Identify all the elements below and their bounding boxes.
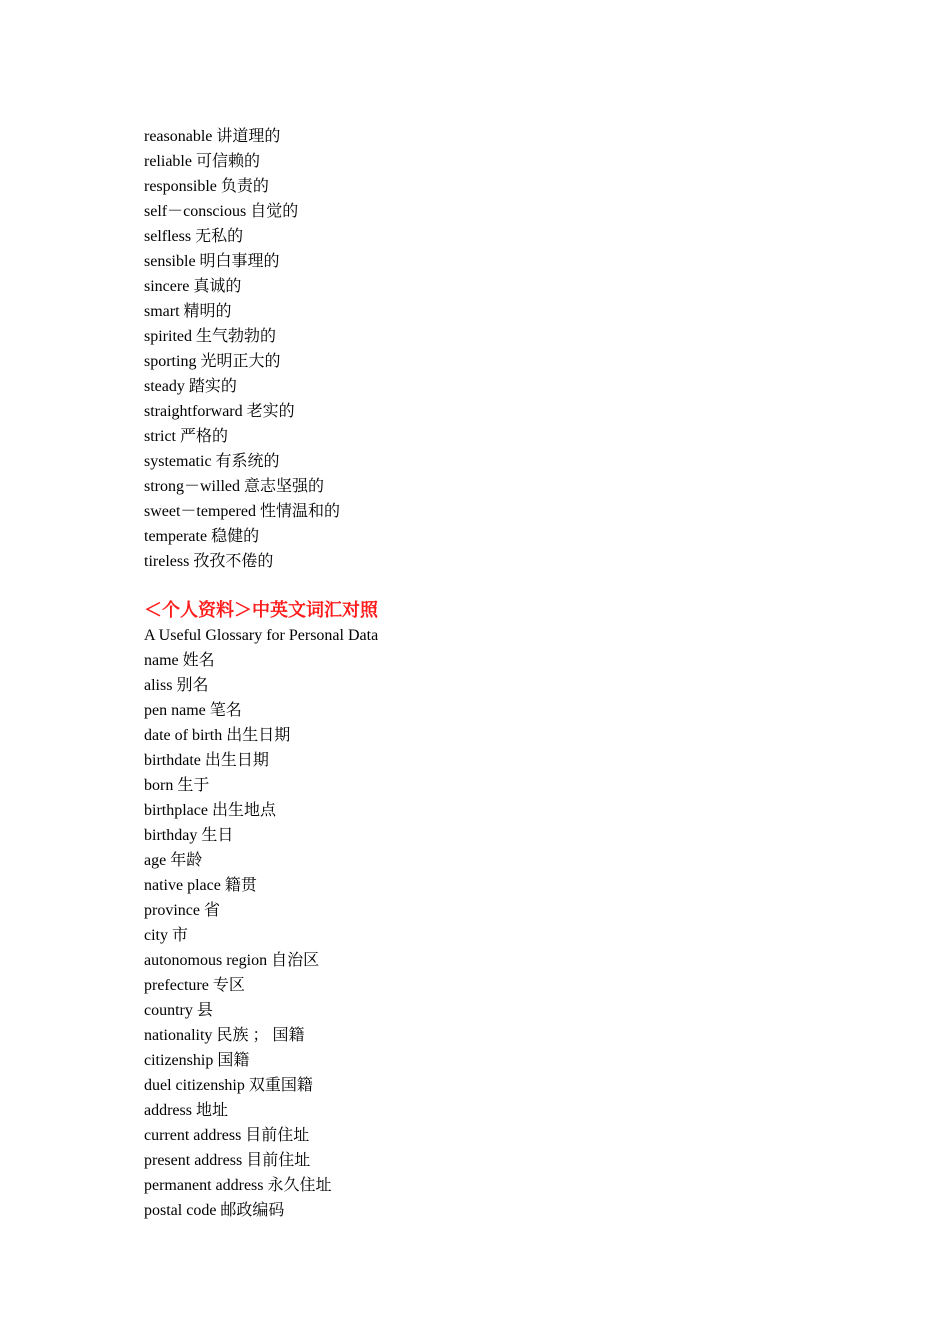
glossary-entry	[144, 1198, 844, 1223]
english-term: sweet－tempered	[144, 503, 256, 520]
chinese-term: 有系统的	[215, 453, 280, 470]
glossary-entry	[144, 524, 844, 549]
chinese-term: 生气勃勃的	[196, 328, 277, 345]
english-term: native place	[144, 877, 221, 894]
personality-adjectives-list	[144, 124, 844, 574]
glossary-entry	[144, 249, 844, 274]
glossary-entry	[144, 549, 844, 574]
glossary-entry	[144, 324, 844, 349]
glossary-entry	[144, 374, 844, 399]
glossary-entry	[144, 399, 844, 424]
english-term: city	[144, 927, 168, 944]
chinese-term: 严格的	[180, 428, 229, 445]
glossary-entry	[144, 823, 844, 848]
glossary-entry	[144, 898, 844, 923]
glossary-entry	[144, 349, 844, 374]
glossary-entry	[144, 224, 844, 249]
glossary-entry	[144, 923, 844, 948]
glossary-entry	[144, 499, 844, 524]
section-subtitle: A Useful Glossary for Personal Data	[144, 627, 379, 644]
english-term: birthdate	[144, 752, 201, 769]
english-term: current address	[144, 1127, 242, 1144]
glossary-entry	[144, 299, 844, 324]
chinese-term: 性情温和的	[259, 503, 340, 520]
glossary-entry	[144, 474, 844, 499]
chinese-term: 邮政编码	[220, 1202, 285, 1219]
glossary-entry	[144, 199, 844, 224]
english-term: country	[144, 1002, 193, 1019]
chinese-term: 地址	[195, 1102, 228, 1119]
english-term: responsible	[144, 178, 217, 195]
glossary-entry	[144, 124, 844, 149]
chinese-term: 双重国籍	[248, 1077, 313, 1094]
chinese-term: 踏实的	[188, 378, 237, 395]
glossary-entry	[144, 1148, 844, 1173]
english-term: age	[144, 852, 167, 869]
glossary-entry	[144, 798, 844, 823]
chinese-term: 真诚的	[193, 278, 242, 295]
english-term: self－conscious	[144, 203, 247, 220]
english-term: systematic	[144, 453, 212, 470]
chinese-term: 县	[196, 1002, 213, 1019]
glossary-entry	[144, 673, 844, 698]
english-term: permanent address	[144, 1177, 264, 1194]
glossary-entry	[144, 1023, 844, 1048]
english-term: tireless	[144, 553, 190, 570]
glossary-entry	[144, 723, 844, 748]
english-term: sporting	[144, 353, 197, 370]
glossary-entry	[144, 274, 844, 299]
chinese-term: 出生地点	[211, 802, 276, 819]
chinese-term: 民族 ； 国籍	[216, 1027, 305, 1044]
chinese-term: 姓名	[182, 652, 215, 669]
chinese-term: 市	[172, 927, 189, 944]
glossary-entry	[144, 748, 844, 773]
section-gap	[144, 574, 844, 598]
english-term: aliss	[144, 677, 173, 694]
glossary-entry	[144, 424, 844, 449]
chinese-term: 目前住址	[245, 1127, 310, 1144]
chinese-term: 出生日期	[204, 752, 269, 769]
chinese-term: 生于	[177, 777, 210, 794]
english-term: birthplace	[144, 802, 208, 819]
english-term: province	[144, 902, 200, 919]
chinese-term: 永久住址	[267, 1177, 332, 1194]
english-term: spirited	[144, 328, 192, 345]
chinese-term: 稳健的	[211, 528, 260, 545]
chinese-term: 光明正大的	[200, 353, 281, 370]
glossary-entry	[144, 1098, 844, 1123]
glossary-entry	[144, 973, 844, 998]
english-term: sensible	[144, 253, 196, 270]
chinese-term: 讲道理的	[216, 128, 281, 145]
english-term: strong－willed	[144, 478, 240, 495]
chinese-term: 自觉的	[250, 203, 299, 220]
english-term: nationality	[144, 1027, 213, 1044]
glossary-entry	[144, 1048, 844, 1073]
document-page	[144, 124, 844, 1223]
glossary-entry	[144, 773, 844, 798]
glossary-entry	[144, 149, 844, 174]
english-term: steady	[144, 378, 185, 395]
glossary-entry	[144, 174, 844, 199]
chinese-term: 笔名	[209, 702, 242, 719]
english-term: pen name	[144, 702, 206, 719]
chinese-term: 负责的	[220, 178, 269, 195]
glossary-entry	[144, 873, 844, 898]
glossary-entry	[144, 948, 844, 973]
chinese-term: 出生日期	[226, 727, 291, 744]
section-title: ＜个人资料＞中英文词汇对照	[144, 600, 378, 620]
chinese-term: 年龄	[170, 852, 203, 869]
english-term: autonomous region	[144, 952, 268, 969]
english-term: prefecture	[144, 977, 209, 994]
english-term: straightforward	[144, 403, 243, 420]
chinese-term: 孜孜不倦的	[193, 553, 274, 570]
english-term: smart	[144, 303, 180, 320]
chinese-term: 精明的	[183, 303, 232, 320]
personal-data-glossary-list	[144, 648, 844, 1223]
chinese-term: 专区	[212, 977, 245, 994]
chinese-term: 自治区	[271, 952, 320, 969]
glossary-entry	[144, 1123, 844, 1148]
english-term: present address	[144, 1152, 243, 1169]
english-term: citizenship	[144, 1052, 214, 1069]
glossary-entry	[144, 648, 844, 673]
chinese-term: 意志坚强的	[244, 478, 325, 495]
english-term: birthday	[144, 827, 198, 844]
english-term: date of birth	[144, 727, 223, 744]
chinese-term: 籍贯	[224, 877, 257, 894]
english-term: postal code	[144, 1202, 217, 1219]
chinese-term: 省	[203, 902, 220, 919]
chinese-term: 老实的	[246, 403, 295, 420]
english-term: born	[144, 777, 174, 794]
glossary-entry	[144, 998, 844, 1023]
english-term: sincere	[144, 278, 190, 295]
english-term: duel citizenship	[144, 1077, 245, 1094]
english-term: reasonable	[144, 128, 213, 145]
chinese-term: 生日	[201, 827, 234, 844]
english-term: strict	[144, 428, 176, 445]
chinese-term: 明白事理的	[199, 253, 280, 270]
chinese-term: 国籍	[217, 1052, 250, 1069]
glossary-entry	[144, 449, 844, 474]
glossary-entry	[144, 1173, 844, 1198]
glossary-entry	[144, 1073, 844, 1098]
glossary-entry	[144, 698, 844, 723]
english-term: temperate	[144, 528, 208, 545]
english-term: reliable	[144, 153, 192, 170]
chinese-term: 目前住址	[246, 1152, 311, 1169]
glossary-entry	[144, 848, 844, 873]
english-term: name	[144, 652, 179, 669]
english-term: selfless	[144, 228, 192, 245]
chinese-term: 别名	[176, 677, 209, 694]
english-term: address	[144, 1102, 192, 1119]
chinese-term: 可信赖的	[195, 153, 260, 170]
chinese-term: 无私的	[195, 228, 244, 245]
